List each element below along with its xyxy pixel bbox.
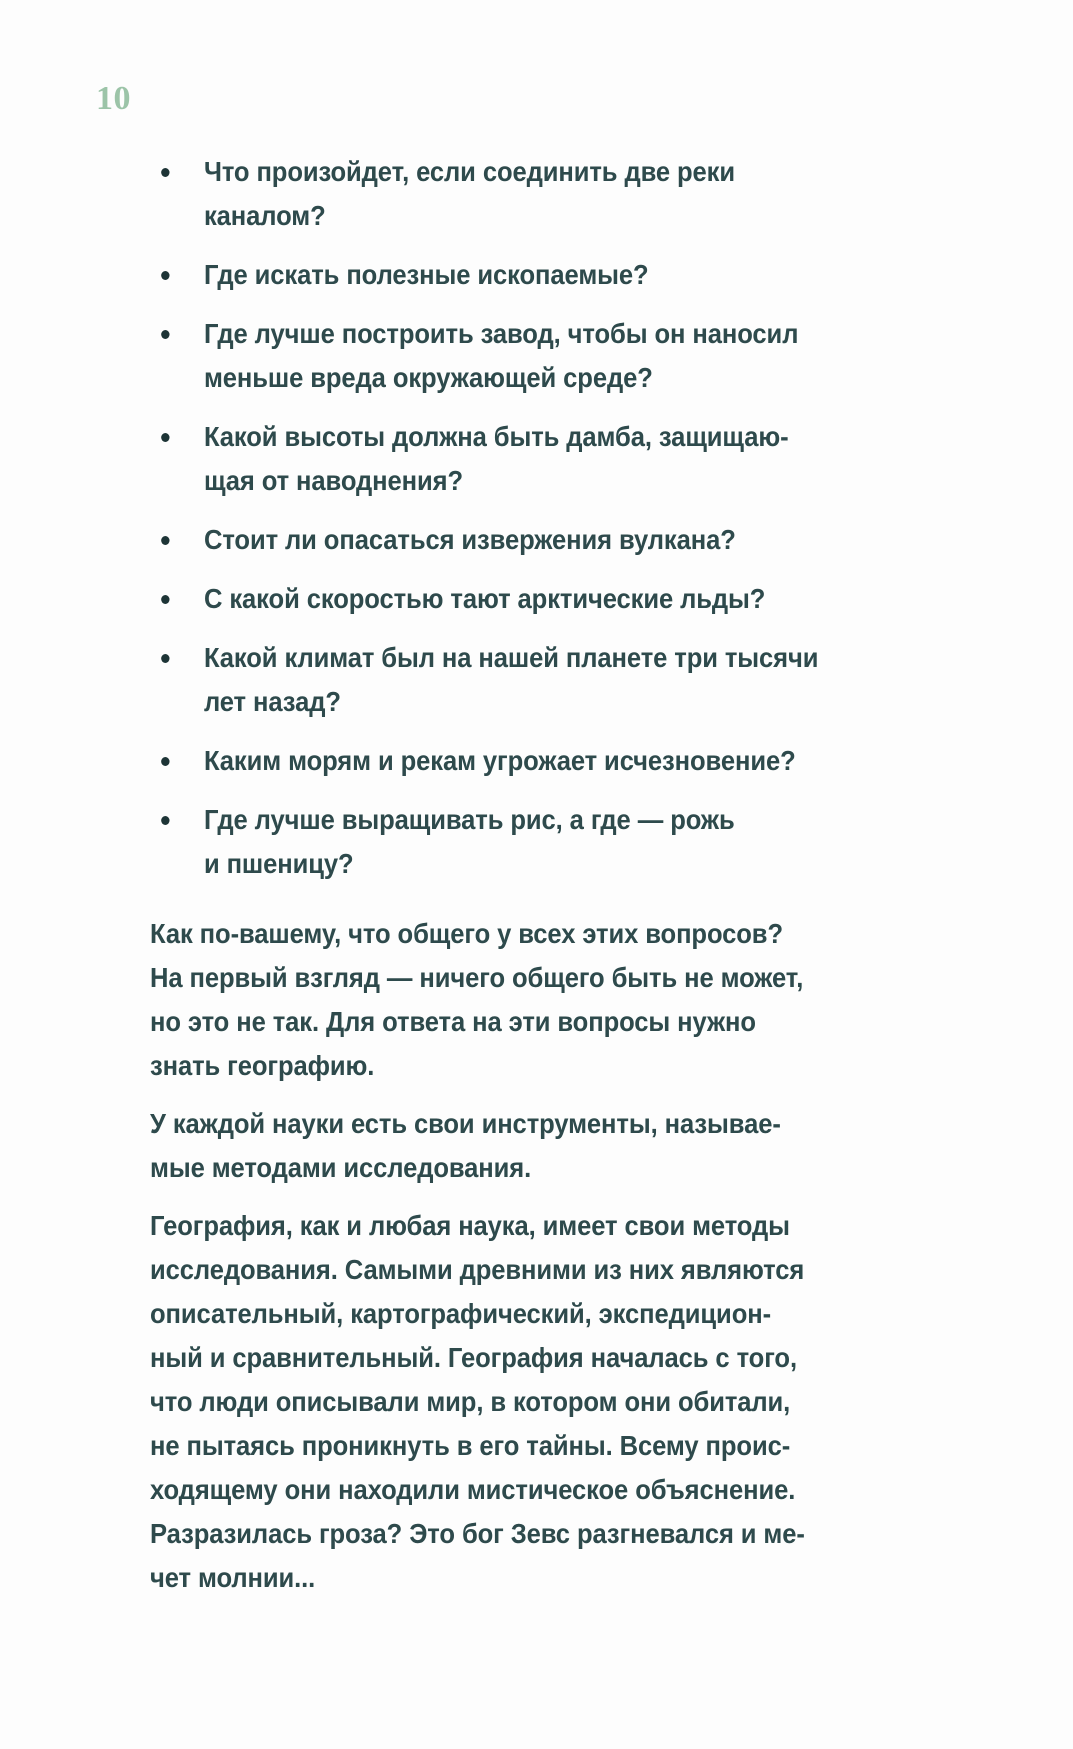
body-paragraphs xyxy=(150,912,890,1600)
question-item xyxy=(150,739,838,783)
paragraph-line: но это не так. Для ответа на эти вопросы нужно xyxy=(150,1006,756,1037)
paragraph-science-tools xyxy=(150,1102,838,1190)
page-number: 10 xyxy=(96,80,131,117)
bullet-dot-icon xyxy=(161,654,169,663)
paragraph-line: чет молнии... xyxy=(150,1562,316,1593)
bullet-dot-icon xyxy=(161,433,169,442)
paragraph-line: ный и сравнительный. География началась с того, xyxy=(150,1342,797,1373)
paragraph-line: знать географию. xyxy=(150,1050,375,1081)
question-line: и пшеницу? xyxy=(203,848,354,879)
bullet-dot-icon xyxy=(161,816,169,825)
question-list xyxy=(150,150,890,886)
question-item xyxy=(150,518,838,562)
question-line: Что произойдет, если соединить две реки xyxy=(203,156,736,187)
paragraph-common-questions xyxy=(150,912,838,1088)
question-line: лет назад? xyxy=(203,686,341,717)
text-column xyxy=(150,150,890,1614)
question-line: Каким морям и рекам угрожает исчезновение? xyxy=(203,745,796,776)
question-item xyxy=(150,253,838,297)
question-line: Где искать полезные ископаемые? xyxy=(203,259,649,290)
paragraph-line: У каждой науки есть свои инструменты, называе- xyxy=(150,1108,781,1139)
question-line: С какой скоростью тают арктические льды? xyxy=(203,583,766,614)
question-line: щая от наводнения? xyxy=(203,465,463,496)
question-line: каналом? xyxy=(203,200,326,231)
paragraph-line: ходящему они находили мистическое объяснение. xyxy=(150,1474,796,1505)
question-line: Где лучше выращивать рис, а где — рожь xyxy=(203,804,735,835)
bullet-dot-icon xyxy=(161,168,169,177)
paragraph-geography-methods xyxy=(150,1204,838,1600)
question-item xyxy=(150,798,838,886)
bullet-dot-icon xyxy=(161,536,169,545)
paragraph-line: Разразилась гроза? Это бог Зевс разгневался и ме- xyxy=(150,1518,805,1549)
question-item xyxy=(150,577,838,621)
paragraph-line: не пытаясь проникнуть в его тайны. Всему проис- xyxy=(150,1430,791,1461)
paragraph-line: описательный, картографический, экспедицион- xyxy=(150,1298,772,1329)
question-line: Стоит ли опасаться извержения вулкана? xyxy=(203,524,736,555)
paragraph-line: что люди описывали мир, в котором они обитали, xyxy=(150,1386,791,1417)
paragraph-line: мые методами исследования. xyxy=(150,1152,532,1183)
question-item xyxy=(150,636,838,724)
bullet-dot-icon xyxy=(161,595,169,604)
paragraph-line: Как по-вашему, что общего у всех этих вопросов? xyxy=(150,918,783,949)
paragraph-line: На первый взгляд — ничего общего быть не может, xyxy=(150,962,804,993)
bullet-dot-icon xyxy=(161,757,169,766)
question-line: Какой климат был на нашей планете три тысячи xyxy=(203,642,819,673)
question-line: меньше вреда окружающей среде? xyxy=(203,362,653,393)
question-item xyxy=(150,415,838,503)
question-item xyxy=(150,150,838,238)
question-line: Какой высоты должна быть дамба, защищаю- xyxy=(203,421,789,452)
question-line: Где лучше построить завод, чтобы он наносил xyxy=(203,318,799,349)
bullet-dot-icon xyxy=(161,271,169,280)
question-item xyxy=(150,312,838,400)
paragraph-line: исследования. Самыми древними из них являются xyxy=(150,1254,805,1285)
bullet-dot-icon xyxy=(161,330,169,339)
paragraph-line: География, как и любая наука, имеет свои методы xyxy=(150,1210,790,1241)
